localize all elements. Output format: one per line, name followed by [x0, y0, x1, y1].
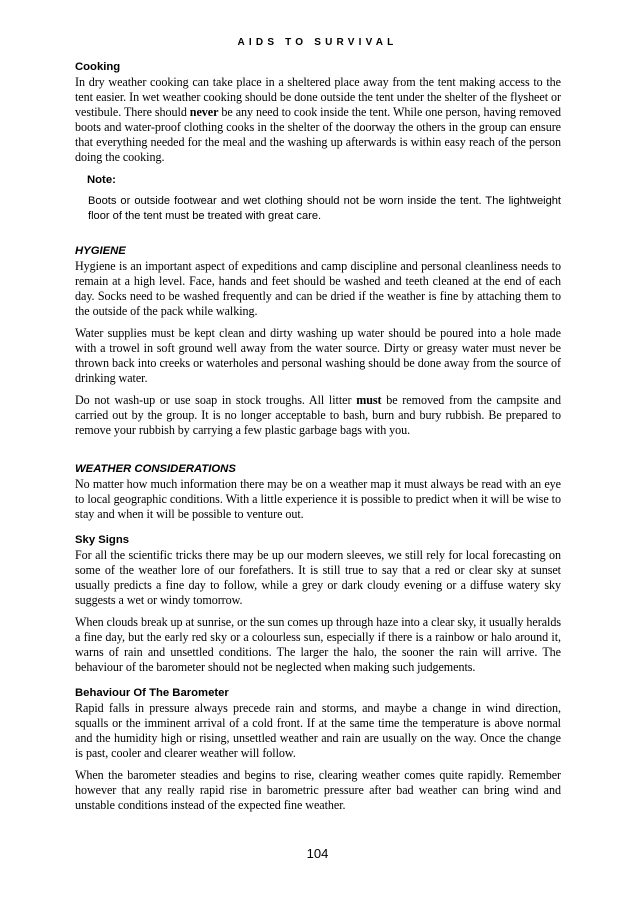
hygiene-section: [75, 244, 561, 438]
hygiene-paragraph-3: [75, 393, 561, 438]
weather-heading: WEATHER CONSIDERATIONS: [75, 463, 236, 475]
emphasis-never: never: [189, 105, 219, 119]
hygiene-paragraph-1: Hygiene is an important aspect of expeditions and camp discipline and personal cleanliness needs to remain at a high level. Face, hands and feet should be washed and teeth cleaned at the end of each day. Socks need to be washed frequently and can be dried if the weather is fine by attaching them to the outside of the pack while walking.: [75, 259, 561, 318]
note-box: [87, 173, 561, 224]
page-content: [75, 60, 561, 820]
emphasis-must: must: [356, 393, 382, 407]
text-run: be removed from the campsite and carried out by the group. It is no longer acceptable to bash, burn and bury rubbish. Be prepared to remove your rubbish by carrying a few plastic garbage bags with you.: [75, 393, 561, 437]
text-run: In dry weather cooking can take place in a sheltered place away from the tent making access to the tent easier. In wet weather cooking should be done outside the tent under the shelter of the flysheet or vestibule. There should: [75, 75, 561, 119]
barometer-section: [75, 686, 561, 813]
sky-signs-paragraph-1: For all the scientific tricks there may be up our modern sleeves, we still rely for local forecasting on some of the weather lore of our forefathers. It is still true to say that a red or clear sky at sunset usually predicts a fine day to follow, while a grey or dark cloudy evening or a diffuse watery sky suggests a wet or windy tomorrow.: [75, 548, 561, 607]
weather-paragraph: No matter how much information there may be on a weather map it must always be read with an eye to local geographic conditions. With a little experience it is possible to predict when it will be wise to stay and when it will be possible to venture out.: [75, 477, 561, 521]
sky-signs-section: [75, 533, 561, 675]
page-number: 104: [306, 846, 329, 861]
note-title: Note:: [87, 174, 116, 186]
running-header: AIDS TO SURVIVAL: [237, 37, 398, 48]
barometer-paragraph-1: Rapid falls in pressure always precede rain and storms, and maybe a change in wind direction, squalls or the imminent arrival of a cold front. If at the same time the temperature is above normal and the humidity high or rising, unsettled weather and rain are usually on the way. Once the change is past, cooler and clearer weather will follow.: [75, 701, 561, 760]
hygiene-paragraph-2: Water supplies must be kept clean and dirty washing up water should be poured into a hole made with a trowel in soft ground well away from the water source. Dirty or greasy water must never be thrown back into creeks or waterholes and personal washing should be done away from the source of drinking water.: [75, 326, 561, 385]
sky-signs-paragraph-2: When clouds break up at sunrise, or the sun comes up through haze into a clear sky, it usually heralds a fine day, but the early red sky or a colourless sun, especially if there is a rainbow or halo around it, warns of rain and unsettled conditions. The larger the halo, the sooner the rain will arrive. The behaviour of the barometer should not be neglected when making such judgements.: [75, 615, 561, 674]
weather-section: [75, 462, 561, 522]
note-text: Boots or outside footwear and wet clothing should not be worn inside the tent. The lightweight floor of the tent must be treated with great care.: [88, 195, 561, 222]
barometer-paragraph-2: When the barometer steadies and begins to rise, clearing weather comes quite rapidly. Remember however that any really rapid rise in barometric pressure after bad weather can bring wind and unstable conditions instead of the expected fine weather.: [75, 768, 561, 812]
cooking-paragraph: [75, 75, 561, 165]
text-run: be any need to cook inside the tent. While one person, having removed boots and water-proof clothing cooks in the shelter of the doorway the others in the group can ensure that everything needed for the meal and the washing up afterwards is within easy reach of the person doing the cooking.: [75, 105, 561, 164]
sky-signs-heading: Sky Signs: [75, 534, 129, 546]
hygiene-heading: HYGIENE: [75, 245, 126, 257]
text-run: Do not wash-up or use soap in stock troughs. All litter: [75, 393, 357, 407]
barometer-heading: Behaviour Of The Barometer: [75, 687, 229, 699]
cooking-section: [75, 60, 561, 224]
cooking-heading: Cooking: [75, 61, 121, 73]
